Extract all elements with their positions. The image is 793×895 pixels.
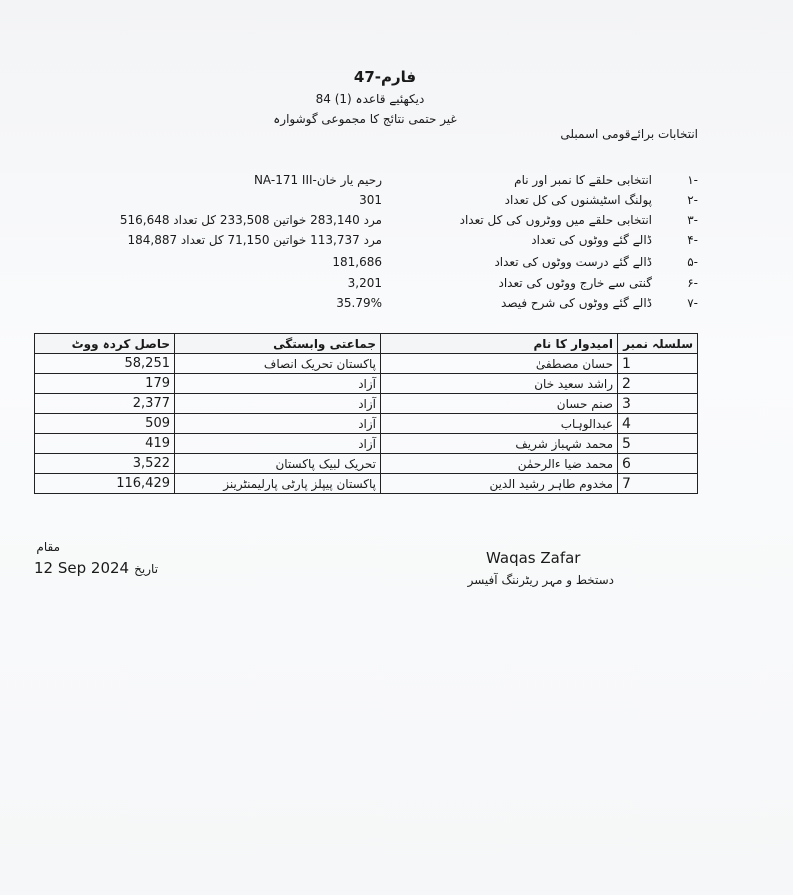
candidate-cell: عبدالوہاب [381,414,618,434]
affiliation-cell: آزاد [175,394,381,414]
votes-cell: 419 [35,434,175,454]
detail-value: 3,201 [347,276,382,290]
serial-cell: 6 [618,454,698,474]
votes-cell: 509 [35,414,175,434]
detail-number: -۶ [687,276,698,290]
votes-cell: 2,377 [35,394,175,414]
affiliation-cell: تحریک لبیک پاکستان [175,454,381,474]
table-row [35,454,698,474]
table-row [35,354,698,374]
detail-number: -۲ [687,193,698,207]
detail-value: مرد 113,737 خواتین 71,150 کل تعداد 184,887 [127,233,382,247]
table-row [35,414,698,434]
detail-number: -۷ [687,296,698,310]
detail-label: انتخابی حلقے کا نمبر اور نام [514,173,652,187]
table-row [35,434,698,454]
candidate-cell: محمد شہباز شریف [381,434,618,454]
candidate-cell: راشد سعید خان [381,374,618,394]
date-value: 12 Sep 2024 [34,559,130,577]
date-line [34,558,158,577]
rule-reference: دیکھئیے قاعدہ (1) 84 [315,92,425,106]
serial-cell: 4 [618,414,698,434]
detail-value: 181,686 [332,255,382,269]
votes-cell: 58,251 [35,354,175,374]
affiliation-cell: آزاد [175,414,381,434]
votes-cell: 116,429 [35,474,175,494]
signer-name: Waqas Zafar [486,549,581,567]
detail-label: انتخابی حلقے میں ووٹروں کی کل تعداد [459,213,652,227]
detail-value: 35.79% [336,296,382,310]
detail-label: پولنگ اسٹیشنوں کی کل تعداد [504,193,652,207]
detail-number: -۱ [687,173,698,187]
table-row [35,474,698,494]
detail-value: مرد 283,140 خواتین 233,508 کل تعداد 516,648 [119,213,382,227]
place-label: مقام [36,540,60,554]
detail-value: 301 [359,193,382,207]
table-header-row [35,334,698,354]
candidate-cell: صنم حسان [381,394,618,414]
candidate-cell: مخدوم طاہر رشید الدین [381,474,618,494]
detail-number: -۵ [687,255,698,269]
serial-cell: 7 [618,474,698,494]
affiliation-cell: آزاد [175,374,381,394]
votes-cell: 3,522 [35,454,175,474]
detail-value: رحیم یار خان-NA-171 III [253,173,382,187]
serial-cell: 3 [618,394,698,414]
serial-cell: 1 [618,354,698,374]
affiliation-cell: آزاد [175,434,381,454]
detail-label: گنتی سے خارج ووٹوں کی تعداد [498,276,652,290]
header-votes: حاصل کردہ ووٹ [35,334,175,354]
serial-cell: 2 [618,374,698,394]
votes-cell: 179 [35,374,175,394]
detail-label: ڈالے گئے ووٹوں کی شرح فیصد [501,296,652,310]
header-affiliation: جماعتی وابستگی [175,334,381,354]
affiliation-cell: پاکستان پیپلز پارٹی پارلیمنٹرینز [175,474,381,494]
results-table [34,333,698,494]
date-label: تاریخ [134,562,159,576]
form-subtitle: غیر حتمی نتائج کا مجموعی گوشوارہ [273,112,457,126]
affiliation-cell: پاکستان تحریک انصاف [175,354,381,374]
signer-role: دستخط و مہر ریٹرننگ آفیسر [467,573,614,587]
detail-number: -۳ [687,213,698,227]
header-serial: سلسلہ نمبر [618,334,698,354]
candidate-cell: حسان مصطفیٰ [381,354,618,374]
candidate-cell: محمد ضیا ءالرحمٰن [381,454,618,474]
form-title: فارم-47 [353,68,417,86]
detail-number: -۴ [687,233,698,247]
election-type: انتخابات برائےقومی اسمبلی [560,127,698,141]
table-row [35,374,698,394]
detail-label: ڈالے گئے درست ووٹوں کی تعداد [494,255,652,269]
detail-label: ڈالے گئے ووٹوں کی تعداد [531,233,652,247]
serial-cell: 5 [618,434,698,454]
header-candidate: امیدوار کا نام [381,334,618,354]
table-row [35,394,698,414]
